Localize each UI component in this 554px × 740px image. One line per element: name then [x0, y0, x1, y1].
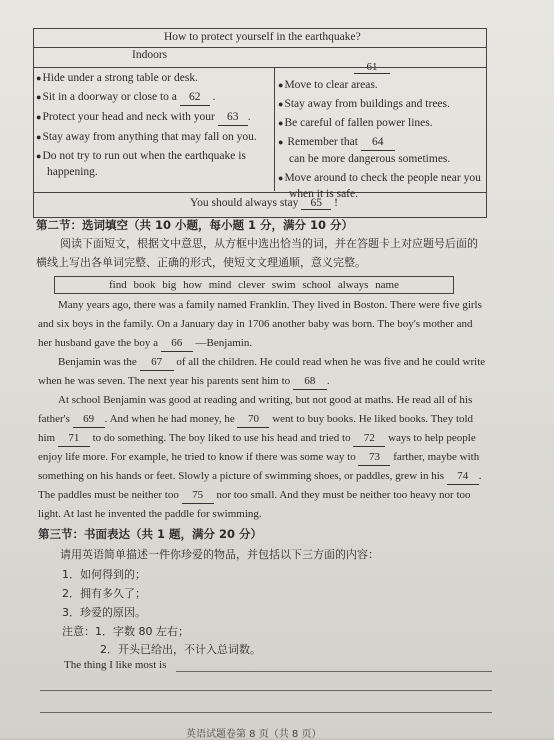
outdoors-item: ●Move to clear areas. [278, 79, 378, 91]
passage-line: Benjamin was the 67 of all the children. He could read when he was five and he could write [58, 354, 485, 371]
passage-line: him 71 to do something. The boy liked to use his head and tried to 72 ways to help people [38, 430, 476, 447]
table-footer: You should always stay 65 ! [190, 197, 339, 209]
outdoors-item: ●Be careful of fallen power lines. [278, 117, 433, 129]
table-title: How to protect yourself in the earthquake? [164, 31, 361, 43]
indoors-list [36, 70, 272, 180]
writing-line[interactable] [40, 712, 492, 713]
section3-heading: 第三节：书面表达（共 1 题，满分 20 分） [38, 527, 263, 541]
blank-75: 75 [182, 487, 214, 504]
section2-instruction-1: 阅读下面短文，根据文中意思，从方框中选出恰当的词，并在答题卡上对应题号后面的 [60, 237, 478, 250]
passage-line: light. At last he invented the paddle for swimming. [38, 508, 262, 520]
passage-line: enjoy life more. For example, he tried to know if there was some way to 73 farther, maybe with [38, 449, 479, 466]
writing-line[interactable] [176, 671, 492, 672]
note-2: 2．开头已给出，不计入总词数。 [100, 643, 261, 656]
passage-line: Many years ago, there was a family named Franklin. They lived in Boston. There were five girls [58, 299, 482, 311]
passage-line: father's 69 . And when he had money, he 70 went to buy books. He liked books. They told [38, 411, 473, 428]
passage-line: The paddles must be neither too 75 nor too small. And they must be neither too heavy nor too [38, 487, 471, 504]
blank-72: 72 [353, 430, 385, 447]
writing-line[interactable] [40, 690, 492, 691]
outdoors-list [278, 77, 484, 202]
outdoors-item: ●Move around to check the people near you when it is safe. [278, 172, 481, 200]
word-bank: find book big how mind clever swim school always name [54, 276, 454, 294]
passage-line: something on his hands or feet. Slowly a picture of swimming shoes, or paddles, grew in his 74 . [38, 468, 482, 485]
indoors-item: ●Sit in a doorway or close to a 62 . [36, 89, 272, 106]
indoors-item: ●Stay away from anything that may fall on you. [36, 131, 257, 143]
point-1: 1．如何得到的； [62, 568, 146, 581]
earthquake-table [33, 28, 487, 218]
writing-starter: The thing I like most is [64, 659, 167, 671]
blank-62: 62 [180, 89, 210, 106]
blank-74: 74 [447, 468, 479, 485]
passage-line: when he was seven. The next year his parents sent him to 68 . [38, 373, 330, 390]
blank-73: 73 [358, 449, 390, 466]
point-3: 3．珍爱的原因。 [62, 606, 146, 619]
outdoors-item-cont: can be more dangerous sometimes. [289, 153, 451, 165]
passage-line: and six boys in the family. On a January day in 1706 another baby was born. The boy's mother and [38, 318, 473, 330]
blank-65: 65 [301, 197, 331, 210]
outdoors-item: ● Remember that 64 [278, 134, 484, 151]
blank-64: 64 [361, 134, 395, 151]
blank-67: 67 [140, 354, 174, 371]
blank-70: 70 [237, 411, 269, 428]
section2-heading: 第二节：选词填空（共 10 小题，每小题 1 分，满分 10 分） [36, 218, 354, 232]
section2-instruction-2: 横线上写出各单词完整、正确的形式，使短文文理通顺，意义完整。 [36, 256, 366, 269]
section3-instruction: 请用英语简单描述一件你珍爱的物品，并包括以下三方面的内容： [60, 548, 379, 561]
indoors-item: ●Hide under a strong table or desk. [36, 72, 198, 84]
indoors-item: ●Protect your head and neck with your 63 . [36, 109, 272, 126]
passage-line: her husband gave the boy a 66 —Benjamin. [38, 335, 252, 352]
page-footer: 英语试题卷第 8 页（共 8 页） [186, 729, 322, 740]
point-2: 2．拥有多久了； [62, 587, 146, 600]
blank-68: 68 [293, 373, 327, 390]
note-1: 注意：1．字数 80 左右； [62, 625, 189, 638]
blank-61: 61 [354, 61, 390, 74]
blank-66: 66 [161, 335, 193, 352]
outdoors-item: ●Stay away from buildings and trees. [278, 98, 450, 110]
blank-69: 69 [73, 411, 105, 428]
passage-line: At school Benjamin was good at reading and writing, but not good at maths. He read all of his [58, 394, 473, 406]
blank-63: 63 [218, 109, 248, 126]
blank-71: 71 [58, 430, 90, 447]
indoors-item: ●Do not try to run out when the earthquake is happening. [36, 150, 246, 178]
indoors-heading: Indoors [132, 49, 168, 61]
